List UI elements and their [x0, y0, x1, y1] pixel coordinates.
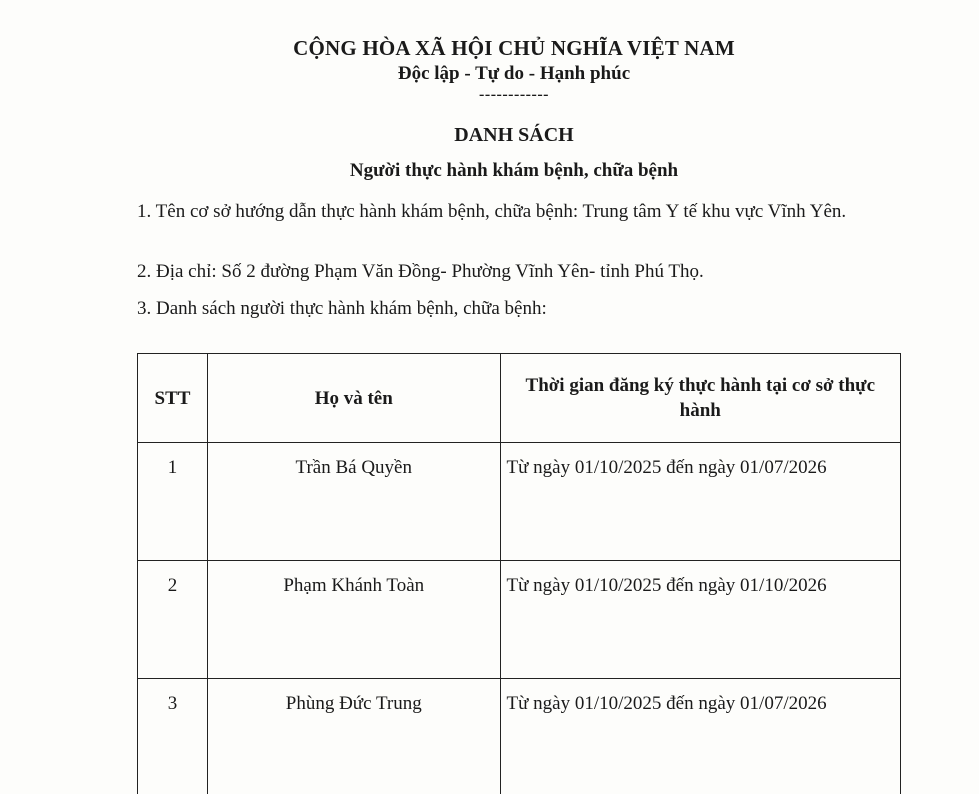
column-header-stt: STT [138, 354, 208, 443]
table-row [138, 679, 901, 794]
practitioner-table [137, 353, 901, 794]
national-title: CỘNG HÒA XÃ HỘI CHỦ NGHĨA VIỆT NAM [293, 36, 735, 60]
header-separator: ------------ [479, 86, 549, 103]
cell-period: Từ ngày 01/10/2025 đến ngày 01/07/2026 [500, 443, 900, 561]
cell-period: Từ ngày 01/10/2025 đến ngày 01/07/2026 [500, 679, 900, 794]
national-motto: Độc lập - Tự do - Hạnh phúc [397, 63, 631, 84]
item-address: 2. Địa chỉ: Số 2 đường Phạm Văn Đồng- Phường Vĩnh Yên- tỉnh Phú Thọ. [137, 261, 704, 282]
table-header-row [138, 354, 901, 443]
item-list-intro: 3. Danh sách người thực hành khám bệnh, chữa bệnh: [137, 298, 547, 319]
document-subtitle: Người thực hành khám bệnh, chữa bệnh [349, 160, 679, 181]
cell-period: Từ ngày 01/10/2025 đến ngày 01/10/2026 [500, 561, 900, 679]
document-title: DANH SÁCH [454, 124, 574, 146]
table-row [138, 561, 901, 679]
item-facility-name: 1. Tên cơ sở hướng dẫn thực hành khám bệnh, chữa bệnh: Trung tâm Y tế khu vực Vĩnh Yên. [137, 201, 847, 222]
column-header-period: Thời gian đăng ký thực hành tại cơ sở thực hành [500, 354, 900, 443]
table-row [138, 443, 901, 561]
cell-name: Phạm Khánh Toàn [207, 561, 500, 679]
cell-stt: 1 [138, 443, 208, 561]
cell-stt: 2 [138, 561, 208, 679]
cell-name: Trần Bá Quyền [207, 443, 500, 561]
cell-name: Phùng Đức Trung [207, 679, 500, 794]
column-header-name: Họ và tên [207, 354, 500, 443]
cell-stt: 3 [138, 679, 208, 794]
